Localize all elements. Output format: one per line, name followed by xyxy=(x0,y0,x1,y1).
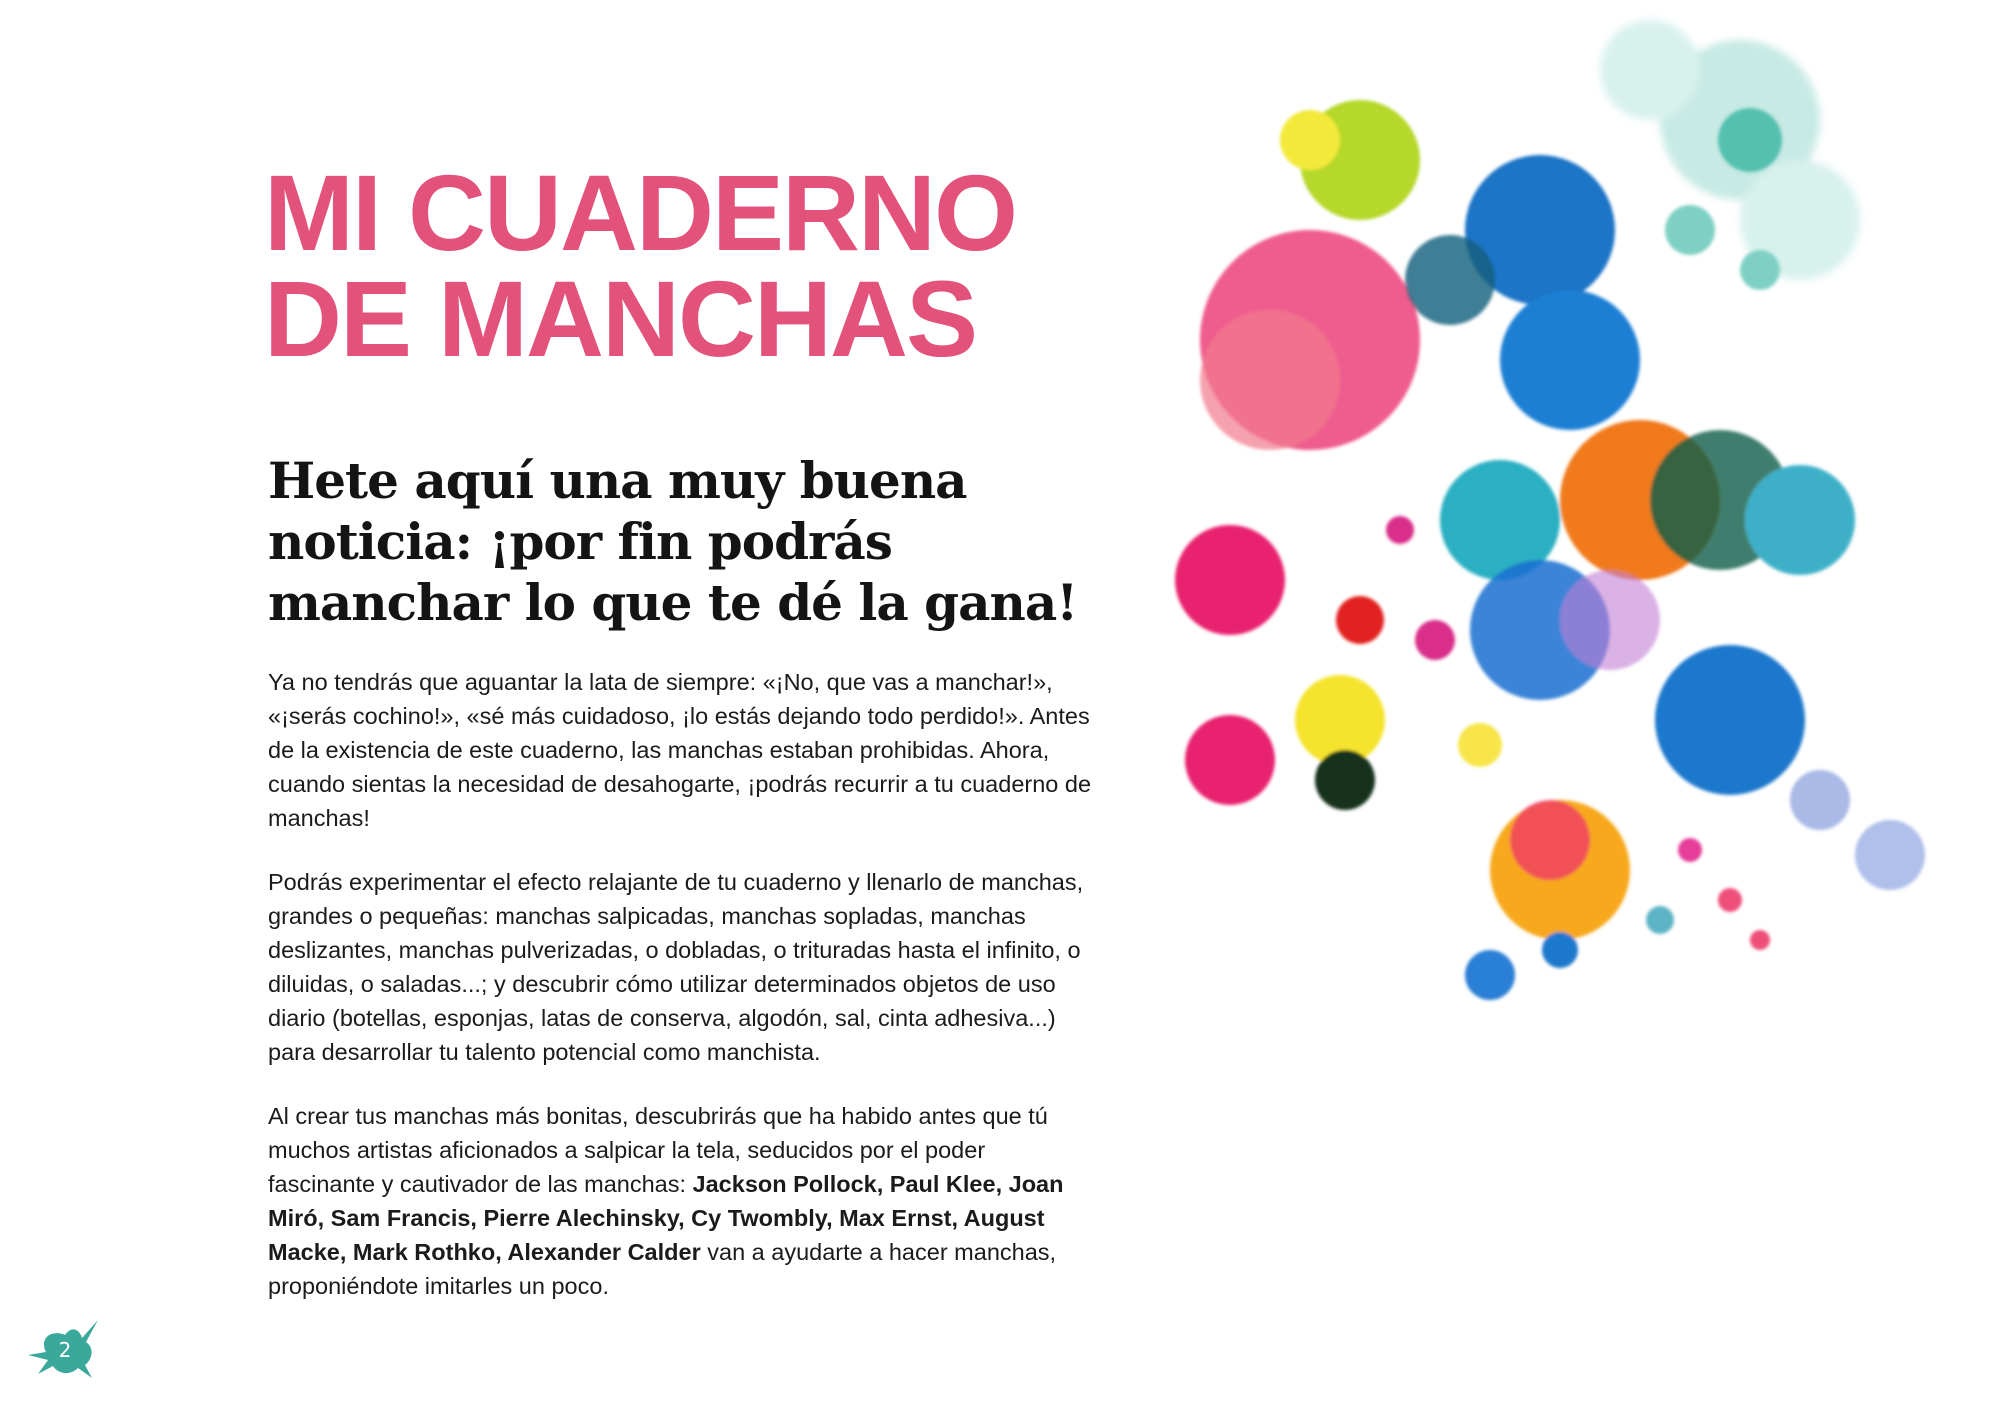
paragraph-3-end: van a ayudarte a hacer manchas, proponiéndote imitarles un poco. xyxy=(268,1239,1057,1299)
paragraph-3-intro: Al crear tus manchas más bonitas, descubrirás que ha habido antes que tú muchos artistas aficionados a salpicar la tela, seducidos por el poder fascinante y cautivador de las manchas: xyxy=(268,1103,1048,1197)
paint-splatter-illustration xyxy=(1100,0,2000,1050)
title-line-1: MI CUADERNO xyxy=(264,152,1016,273)
page-number: 2 xyxy=(58,1338,72,1362)
title-line-2: DE MANCHAS xyxy=(264,258,977,379)
paragraph-1: Ya no tendrás que aguantar la lata de siempre: «¡No, que vas a manchar!», «¡serás cochino!», «sé más cuidadoso, ¡lo estás dejando todo perdido!». Antes de la existencia de este cuaderno, las manchas estaban prohibidas. Ahora, cuando sientas la necesidad de desahogarte, ¡podrás recurrir a tu cuaderno de manchas! xyxy=(268,669,1092,831)
subtitle: Hete aquí una muy buena noticia: ¡por fin podrás manchar lo que te dé la gana! xyxy=(268,451,1078,632)
paragraph-2: Podrás experimentar el efecto relajante de tu cuaderno y llenarlo de manchas, grandes o pequeñas: manchas salpicadas, manchas sopladas, manchas deslizantes, manchas pulverizadas, o dobladas, o trituradas hasta el infinito, o diluidas, o saladas...; y descubrir cómo utilizar determinados objetos de uso diario (botellas, esponjas, latas de conserva, algodón, sal, cinta adhesiva...) para desarrollar tu talento potencial como manchista. xyxy=(268,869,1084,1065)
page-number-badge xyxy=(20,1310,110,1390)
body-text xyxy=(268,665,1098,1333)
artist-list: Jackson Pollock, Paul Klee, Joan Miró, Sam Francis, Pierre Alechinsky, Cy Twombly, Max Ernst, August Macke, Mark Rothko, Alexander Calder xyxy=(268,1171,1064,1265)
page-title xyxy=(264,152,1016,379)
paragraph-3 xyxy=(268,1099,1098,1303)
